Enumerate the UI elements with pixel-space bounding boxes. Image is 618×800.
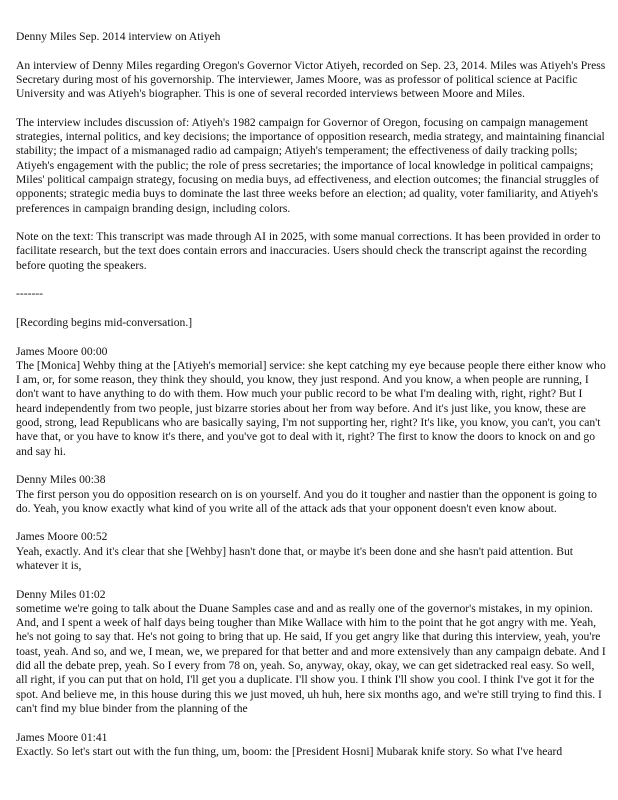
transcript-entry xyxy=(16,731,606,760)
speech-text: Exactly. So let's start out with the fun thing, um, boom: the [President Hosni] Mubarak knife story. So what I've heard xyxy=(16,744,563,758)
speaker-timestamp: Denny Miles 01:02 xyxy=(16,587,106,601)
transcript-entry xyxy=(16,473,606,516)
recording-note: [Recording begins mid-conversation.] xyxy=(16,315,193,329)
speech-text: sometime we're going to talk about the Duane Samples case and and as really one of the governor's mistakes, in my opinion. And, and I spent a week of half days being tougher than Mike Wallace with him to the point that he got angry with me. Yeah, he's not going to say that. He's not going to bring that up. He said, If you get angry like that during this interview, yeah, you're toast, yeah. And so, and we, I mean, we, we prepared for that better and and more extensively than any campaign debate. And I did all the debate prep, yeah. So I every from 78 on, yeah. So, anyway, okay, okay, we can get sidetracked real easy. So well, all right, if you can put that on hold, I'll get you a duplicate. I'll show you. I think I'll show you cool. I think I've got it for the spot. And believe me, in this house during this we just moved, uh huh, here six months ago, and we're still trying to find this. I can't find my blue binder from the planning of the xyxy=(16,601,606,715)
intro-paragraph: An interview of Denny Miles regarding Oregon's Governor Victor Atiyeh, recorded on Sep. 23, 2014. Miles was Atiyeh's Press Secretary during most of his governorship. The interviewer, James Moore, was as professor of political science at Pacific University and was Atiyeh's biographer. This is one of several recorded interviews between Moore and Miles. xyxy=(16,58,606,101)
speaker-timestamp: James Moore 01:41 xyxy=(16,730,108,744)
separator-line: ------- xyxy=(16,287,44,301)
speaker-timestamp: James Moore 00:00 xyxy=(16,344,108,358)
summary-paragraph: The interview includes discussion of: Atiyeh's 1982 campaign for Governor of Oregon, focusing on campaign management strategies, internal politics, and key decisions; the importance of opposition research, media strategy, and maintaining financial stability; the impact of a mismanaged radio ad campaign; Atiyeh's temperament; the effectiveness of daily tracking polls; Atiyeh's engagement with the public; the role of press secretaries; the importance of local knowledge in political campaigns; Miles' political campaign strategy, focusing on media buys, ad effectiveness, and election outcomes; the financial struggles of opponents; strategic media buys to dominate the last three weeks before an election; ad quality, voter familiarity, and Atiyeh's preferences in campaign branding design, including colors. xyxy=(16,115,605,215)
speech-text: Yeah, exactly. And it's clear that she [Wehby] hasn't done that, or maybe it's been done and she hasn't paid attention. But whatever it is, xyxy=(16,544,574,572)
transcript-entry xyxy=(16,345,606,459)
speaker-timestamp: James Moore 00:52 xyxy=(16,530,108,544)
transcript-note: Note on the text: This transcript was made through AI in 2025, with some manual corrections. It has been provided in order to facilitate research, but the text does contain errors and inaccuracies. Users should check the transcript against the recording before quoting the speakers. xyxy=(16,230,601,272)
speech-text: The [Monica] Wehby thing at the [Atiyeh's memorial] service: she kept catching my eye because people there either know who I am, or, for some reason, they think they should, you know, they just respond. And you know, a when people are running, I don't want to have anything to do with them. How much your public record to be what I'm dealing with, right, right? But I heard independently from two people, just bizarre stories about her from way before. And it's just like, you know, these are good, strong, lead Republicans who are basically saying, I'm not supporting her, right? It's like, you know, you can't, you can't have that, or you have to know it's there, and you've got to deal with it, right? The first to know the doors to knock on and go and say hi. xyxy=(16,358,606,458)
transcript-page xyxy=(16,30,606,773)
transcript-entry xyxy=(16,588,606,717)
speaker-timestamp: Denny Miles 00:38 xyxy=(16,473,106,487)
speech-text: The first person you do opposition research on is on yourself. And you do it tougher and nastier than the opponent is going to do. Yeah, you know exactly what kind of you write all of the attack ads that your opponent doesn't even know about. xyxy=(16,487,597,515)
document-title: Denny Miles Sep. 2014 interview on Atiyeh xyxy=(16,30,221,43)
transcript-entry xyxy=(16,530,606,573)
